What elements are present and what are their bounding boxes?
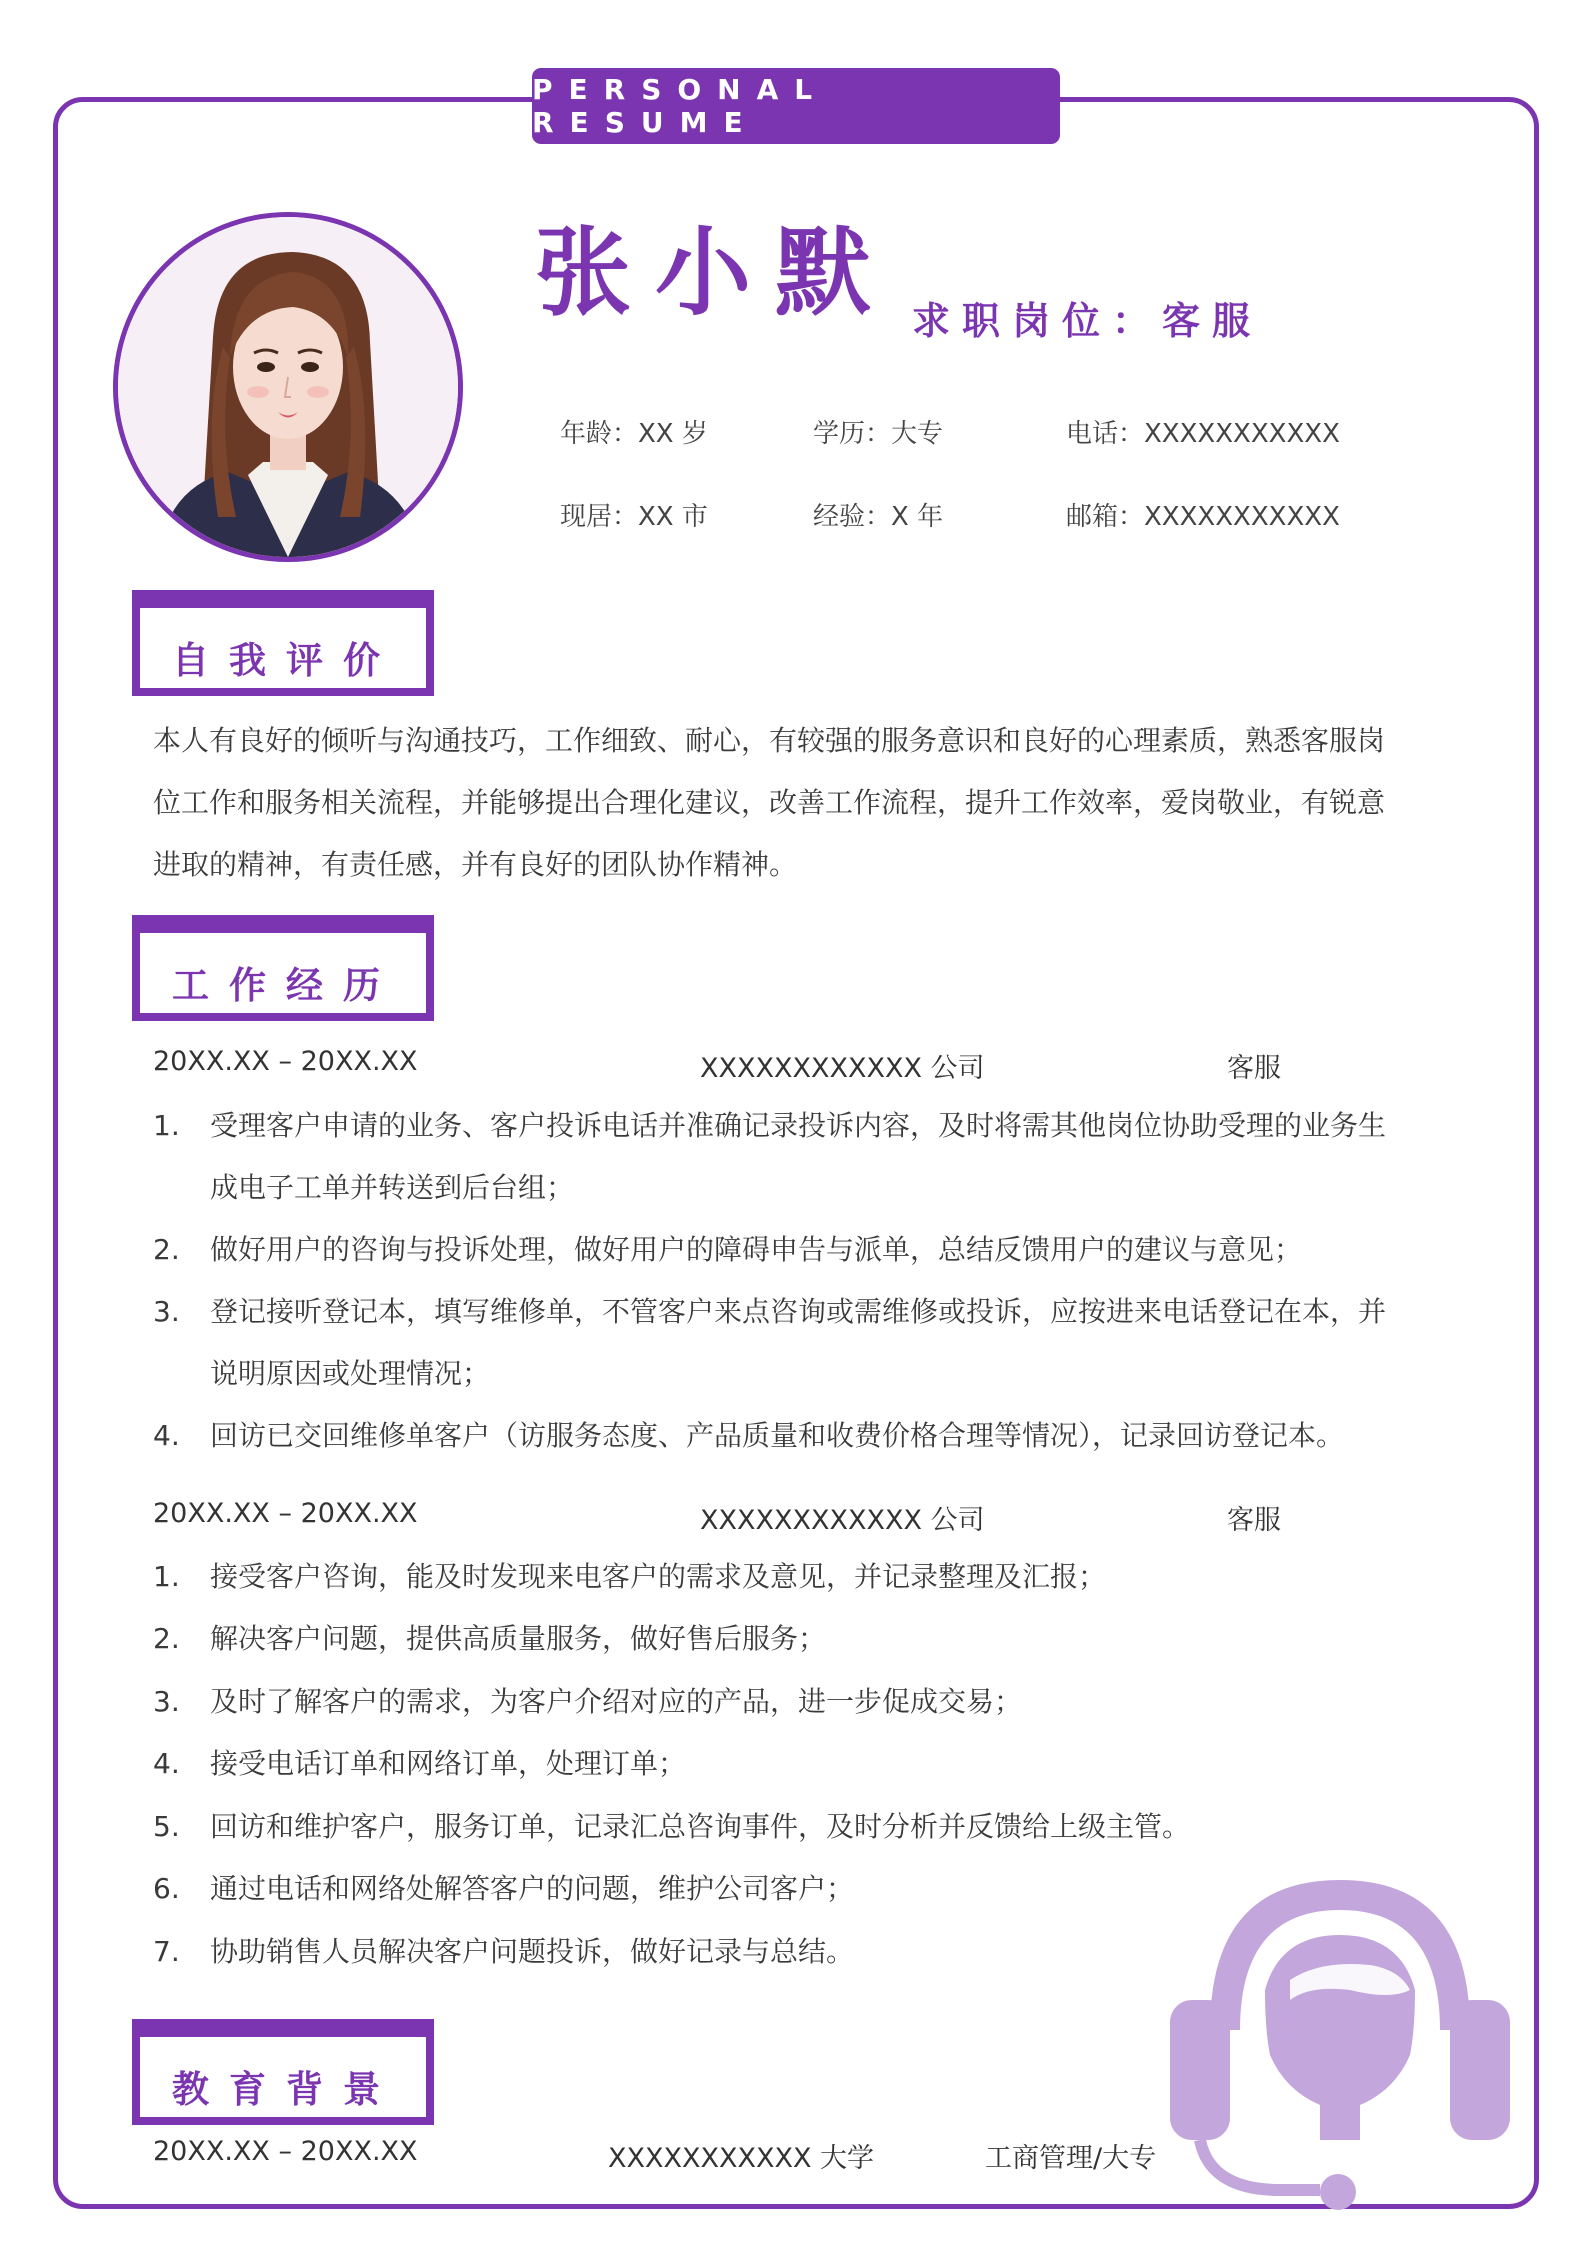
edu-school: XXXXXXXXXXX 大学 [608,2143,875,2174]
section-header-self-eval [132,590,434,696]
job-role: 客服 [1227,1505,1281,1536]
section-title: 工作经历 [172,964,400,1007]
list-item: 2. 做好用户的咨询与投诉处理，做好用户的障碍申告与派单，总结反馈用户的建议与意见； [153,1233,1303,1266]
job-role: 客服 [1227,1053,1281,1084]
job-period: 20XX.XX – 20XX.XX [153,1498,418,1529]
info-residence: 现居：XX 市 [560,502,708,532]
job-period: 20XX.XX – 20XX.XX [153,1046,418,1077]
edu-period: 20XX.XX – 20XX.XX [153,2136,418,2167]
job-target: 求职岗位：客服 [912,299,1263,343]
section-title: 自我评价 [172,639,400,682]
info-education: 学历：大专 [813,419,944,449]
self-eval-line: 位工作和服务相关流程，并能够提出合理化建议，改善工作流程，提升工作效率，爱岗敬业，有锐意 [153,786,1386,819]
info-phone: 电话：XXXXXXXXXXX [1066,419,1340,449]
list-item: 5. 回访和维护客户，服务订单，记录汇总咨询事件，及时分析并反馈给上级主管。 [153,1810,1191,1843]
avatar [113,212,463,562]
list-item: 7. 协助销售人员解决客户问题投诉，做好记录与总结。 [153,1935,855,1968]
list-item: 3. 登记接听登记本，填写维修单，不管客户来点咨询或需维修或投诉，应按进来电话登记在本，并 说明原因或处理情况； [153,1295,1387,1390]
job-company: XXXXXXXXXXXX 公司 [700,1053,985,1084]
self-eval-line: 本人有良好的倾听与沟通技巧，工作细致、耐心，有较强的服务意识和良好的心理素质，熟悉客服岗 [153,724,1386,757]
section-title: 教育背景 [172,2068,400,2111]
list-item: 1. 接受客户咨询，能及时发现来电客户的需求及意见，并记录整理及汇报； [153,1560,1107,1593]
edu-major: 工商管理/大专 [985,2143,1157,2174]
section-header-education [132,2019,434,2125]
self-eval-line: 进取的精神，有责任感，并有良好的团队协作精神。 [153,848,798,881]
list-item: 4. 接受电话订单和网络订单，处理订单； [153,1747,687,1780]
resume-banner: PERSONAL RESUME [532,68,1060,144]
list-item: 1. 受理客户申请的业务、客户投诉电话并准确记录投诉内容，及时将需其他岗位协助受理的业务生 成电子工单并转送到后台组； [153,1109,1387,1204]
info-email: 邮箱：XXXXXXXXXXX [1066,502,1340,532]
list-item: 6. 通过电话和网络处解答客户的问题，维护公司客户； [153,1872,855,1905]
info-age: 年龄：XX 岁 [560,419,708,449]
info-experience: 经验：X 年 [813,502,944,532]
headset-customer-service-icon [1170,1840,1510,2210]
job-company: XXXXXXXXXXXX 公司 [700,1505,985,1536]
section-header-work [132,915,434,1021]
list-item: 4. 回访已交回维修单客户（访服务态度、产品质量和收费价格合理等情况），记录回访登记本。 [153,1419,1345,1452]
list-item: 3. 及时了解客户的需求，为客户介绍对应的产品，进一步促成交易； [153,1685,1023,1718]
list-item: 2. 解决客户问题，提供高质量服务，做好售后服务； [153,1622,827,1655]
self-eval-text [153,710,1453,896]
avatar-portrait-icon [118,217,458,557]
candidate-name: 张小默 [535,217,895,329]
